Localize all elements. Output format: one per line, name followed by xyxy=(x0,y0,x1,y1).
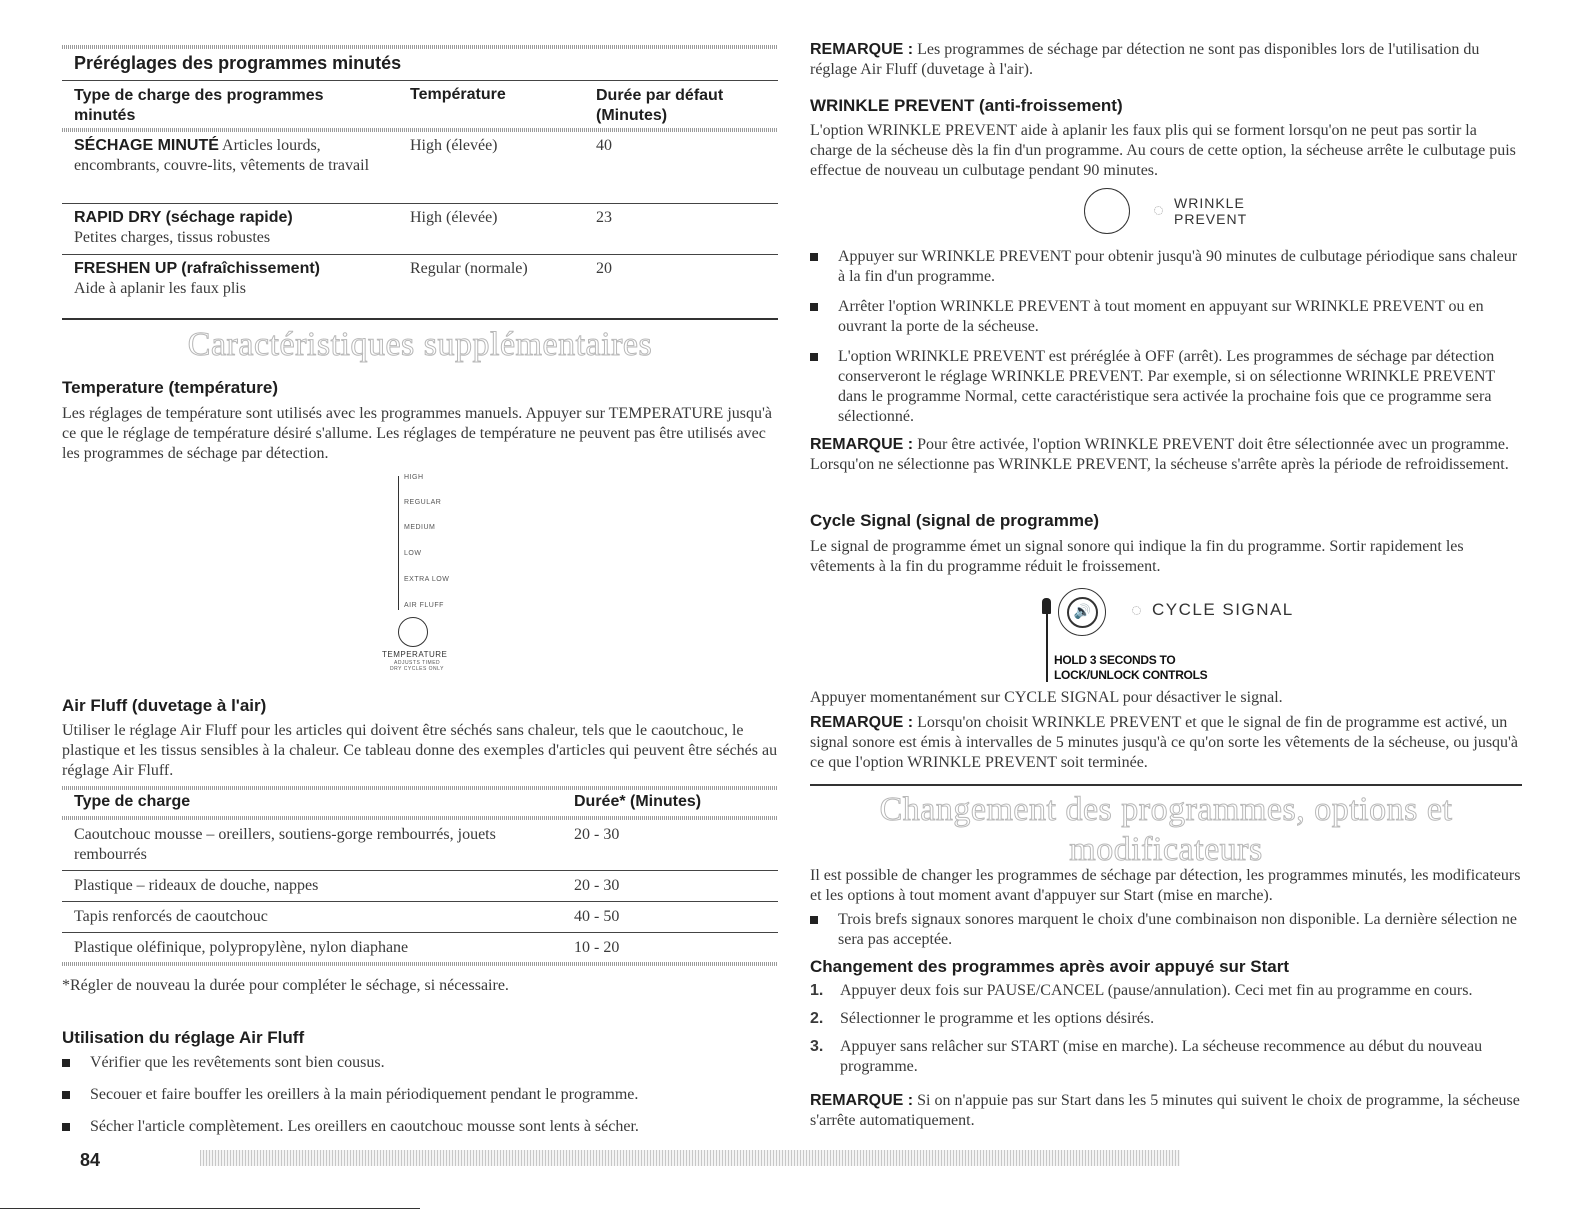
note-4: REMARQUE : Si on n'appuie pas sur Start dans les 5 minutes qui suivent le choix de programme, la sécheuse s'arrête automatiquement. xyxy=(810,1092,1520,1129)
note-2: REMARQUE : Pour être activée, l'option WRINKLE PREVENT doit être sélectionnée avec un programme. Lorsqu'on ne sélectionne pas WRINKLE PREVENT, la sécheuse s'arrête après la période de refroidissement. xyxy=(810,436,1509,473)
temp-option-high: HIGH xyxy=(404,474,424,481)
temp-option-air-fluff: AIR FLUFF xyxy=(404,602,444,609)
wrinkle-prevent-button-icon xyxy=(1084,188,1130,234)
airfluff-header-type: Type de charge xyxy=(74,793,191,810)
usage-heading: Utilisation du réglage Air Fluff xyxy=(62,1028,305,1047)
indicator-light-icon xyxy=(1132,606,1141,615)
change-text: Il est possible de changer les programmes de séchage par détection, les programmes minutés, les modificateurs et les options à tout moment avant d'appuyer sur Start (mise en marche). xyxy=(810,867,1521,904)
temperature-control-diagram xyxy=(382,474,518,684)
airfluff-row-duration: 20 - 30 xyxy=(574,877,620,894)
airfluff-row-type: Plastique – rideaux de douche, nappes xyxy=(74,877,319,894)
temperature-button-sub: ADJUSTS TIMED xyxy=(394,660,441,666)
list-item: Appuyer sur WRINKLE PREVENT pour obtenir jusqu'à 90 minutes de culbutage périodique sans chaleur à la fin d'un programme. xyxy=(810,247,1522,287)
note-1: REMARQUE : Les programmes de séchage par détection ne sont pas disponibles lors de l'utilisation du réglage Air Fluff (duvetage à l'air). xyxy=(810,41,1480,78)
airfluff-row-type: Plastique oléfinique, polypropylène, nylon diaphane xyxy=(74,939,409,956)
list-item: Vérifier que les revêtements sont bien cousus. xyxy=(62,1053,778,1073)
list-item: 1. Appuyer deux fois sur PAUSE/CANCEL (pause/annulation). Ceci met fin au programme en cours. xyxy=(810,982,1473,999)
temp-option-regular: REGULAR xyxy=(404,499,442,506)
airfluff-row-duration: 20 - 30 xyxy=(574,826,620,843)
bottom-rule xyxy=(0,1208,420,1209)
airfluff-row-type: Tapis renforcés de caoutchouc xyxy=(74,908,268,925)
cycle-signal-text: Le signal de programme émet un signal sonore qui indique la fin du programme. Sortir rapidement les vêtements à la fin du programme réduit le froissement. xyxy=(810,538,1464,575)
usage-list xyxy=(62,1053,778,1137)
cycle-signal-heading: Cycle Signal (signal de programme) xyxy=(810,511,1100,530)
wrinkle-heading: WRINKLE PREVENT (anti-froissement) xyxy=(810,96,1123,115)
section-title-features: Caractéristiques supplémentaires xyxy=(187,326,653,363)
airfluff-footnote: *Régler de nouveau la durée pour compléter le séchage, si nécessaire. xyxy=(62,977,509,994)
wrinkle-list xyxy=(810,247,1522,427)
presets-row: RAPID DRY (séchage rapide) Petites charges, tissus robustes xyxy=(74,209,293,246)
presets-temp: Regular (normale) xyxy=(410,260,528,277)
temperature-button-icon xyxy=(398,617,428,647)
temperature-text: Les réglages de température sont utilisés avec les programmes manuels. Appuyer sur TEMPERATURE jusqu'à ce que le réglage de température désiré s'allume. Les réglages de température ne peuvent pas être utilisés avec les programmes de séchage par détection. xyxy=(62,405,772,462)
cycle-signal-label: CYCLE SIGNAL xyxy=(1152,600,1294,619)
presets-duration: 20 xyxy=(596,260,612,277)
cycle-signal-button xyxy=(1058,588,1106,636)
cycle-signal-text-2: Appuyer momentanément sur CYCLE SIGNAL pour désactiver le signal. xyxy=(810,689,1283,706)
after-start-heading: Changement des programmes après avoir appuyé sur Start xyxy=(810,957,1289,976)
temperature-button-sub: DRY CYCLES ONLY xyxy=(390,666,444,672)
list-item: 3. Appuyer sans relâcher sur START (mise en marche). La sécheuse recommence au début du nouveau programme. xyxy=(810,1038,1483,1075)
wrinkle-text: L'option WRINKLE PREVENT aide à aplanir les faux plis qui se forment lorsqu'on ne peut pas sortir la charge de la sécheuse dès la fin d'un programme. Au cours de cette option, la sécheuse arrête le culbutage puis effectue de nouveau un culbutage pendant 90 minutes. xyxy=(810,122,1516,179)
presets-header-type: Type de charge des programmes minutés xyxy=(74,87,324,124)
airfluff-heading: Air Fluff (duvetage à l'air) xyxy=(62,696,267,715)
presets-temp: High (élevée) xyxy=(410,137,498,154)
speaker-icon: 🔊 xyxy=(1067,597,1098,628)
presets-title: Préréglages des programmes minutés xyxy=(74,53,402,73)
airfluff-row-type: Caoutchouc mousse – oreillers, soutiens-gorge rembourrés, jouets rembourrés xyxy=(74,826,496,863)
footer-band xyxy=(200,1150,1180,1166)
presets-duration: 40 xyxy=(596,137,612,154)
temp-option-extra-low: EXTRA LOW xyxy=(404,576,450,583)
list-item: Sécher l'article complètement. Les oreillers en caoutchouc mousse sont lents à sécher. xyxy=(62,1117,778,1137)
indicator-light-icon xyxy=(1154,206,1163,215)
presets-header-duration: Durée par défaut (Minutes) xyxy=(596,87,724,124)
list-item: 2. Sélectionner le programme et les options désirés. xyxy=(810,1010,1155,1027)
hatch-rule xyxy=(62,45,778,49)
temp-option-medium: MEDIUM xyxy=(404,524,436,531)
presets-row: FRESHEN UP (rafraîchissement) Aide à aplanir les faux plis xyxy=(74,260,320,297)
change-list xyxy=(810,910,1522,950)
airfluff-header-duration: Durée* (Minutes) xyxy=(574,793,702,810)
list-item: Arrêter l'option WRINKLE PREVENT à tout moment en appuyant sur WRINKLE PREVENT ou en ouvrant la porte de la sécheuse. xyxy=(810,297,1522,337)
steps-list xyxy=(810,981,1522,1077)
note-3: REMARQUE : Lorsqu'on choisit WRINKLE PREVENT et que le signal de fin de programme est activé, un signal sonore est émis à intervalles de 5 minutes jusqu'à ce qu'on sorte les vêtements de la sécheuse, ou jusqu'à ce que l'option WRINKLE PREVENT soit terminée. xyxy=(810,714,1519,771)
temperature-heading: Temperature (température) xyxy=(62,378,279,397)
page-number: 84 xyxy=(80,1150,101,1170)
list-item: L'option WRINKLE PREVENT est préréglée à OFF (arrêt). Les programmes de séchage par détection conserveront le réglage WRINKLE PREVENT. Par exemple, si on sélectionne WRINKLE PREVENT dans le programme Normal, cette caractéristique sera activée la prochaine fois que ce programme sera sélectionné. xyxy=(810,347,1522,427)
presets-row: SÉCHAGE MINUTÉ Articles lourds, encombrants, couvre-lits, vêtements de travail xyxy=(74,137,370,174)
temperature-button-label: TEMPERATURE xyxy=(382,650,448,659)
list-item: Secouer et faire bouffer les oreillers à la main périodiquement pendant le programme. xyxy=(62,1085,778,1105)
hold-lock-caption: HOLD 3 SECONDS TO LOCK/UNLOCK CONTROLS xyxy=(1054,653,1208,682)
airfluff-row-duration: 10 - 20 xyxy=(574,939,620,956)
presets-header-temp: Température xyxy=(410,86,506,103)
airfluff-row-duration: 40 - 50 xyxy=(574,908,620,925)
presets-temp: High (élevée) xyxy=(410,209,498,226)
temp-option-low: LOW xyxy=(404,550,422,557)
list-item: Trois brefs signaux sonores marquent le choix d'une combinaison non disponible. La dernière sélection ne sera pas acceptée. xyxy=(810,910,1522,950)
wrinkle-prevent-label: WRINKLE PREVENT xyxy=(1174,195,1248,227)
airfluff-text: Utiliser le réglage Air Fluff pour les articles qui doivent être séchés sans chaleur, tels que le caoutchouc, le plastique et les tissus sensibles à la chaleur. Ce tableau donne des exemples d'articles qui peuvent être séchés au réglage Air Fluff. xyxy=(62,722,778,779)
section-title-changes: Changement des programmes, options et modificateurs xyxy=(879,791,1453,868)
presets-duration: 23 xyxy=(596,209,612,226)
